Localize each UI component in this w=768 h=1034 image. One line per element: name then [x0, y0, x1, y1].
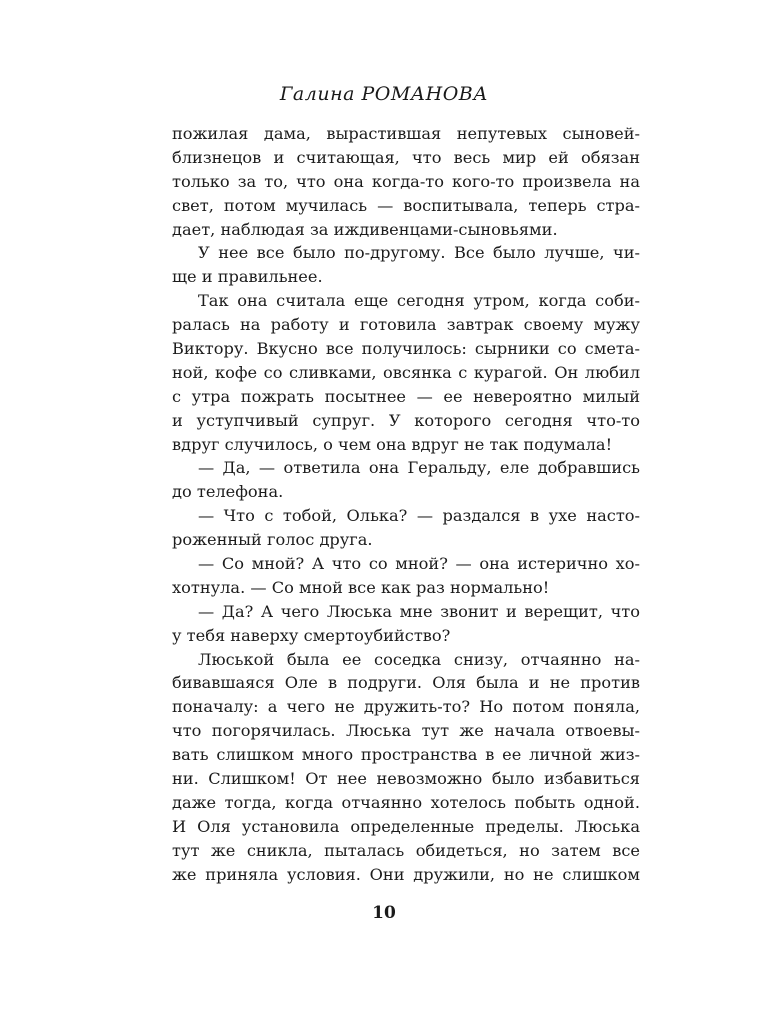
text-line: Так она считала еще сегодня утром, когда соби- [198, 291, 640, 311]
text-line: — Со мной? А что со мной? — она истерично хо- [198, 554, 640, 574]
page-number: 10 [372, 903, 396, 923]
text-line: Виктору. Вкусно все получилось: сырники со смета- [172, 339, 640, 359]
text-line: И Оля установила определенные пределы. Люська [172, 816, 640, 836]
text-line: ще и правильнее. [172, 267, 323, 287]
text-line: дает, наблюдая за иждивенцами-сыновьями. [172, 219, 558, 239]
text-line: даже тогда, когда отчаянно хотелось побыть одной. [172, 792, 640, 812]
text-line: свет, потом мучилась — воспитывала, теперь стра- [172, 195, 640, 215]
text-line: только за то, что она когда-то кого-то произвела на [172, 171, 640, 191]
text-line: у тебя наверху смертоубийство? [172, 625, 451, 645]
text-line: ни. Слишком! От нее невозможно было избавиться [172, 769, 640, 789]
body-text [172, 122, 640, 887]
text-line: У нее все было по-другому. Все было лучше, чи- [198, 243, 640, 263]
text-line: — Что с тобой, Олька? — раздался в ухе насто- [198, 506, 640, 526]
text-line: — Да, — ответила она Геральду, еле добравшись [198, 458, 640, 478]
text-line: близнецов и считающая, что весь мир ей обязан [172, 147, 640, 167]
text-line: пожилая дама, вырастившая непутевых сыновей- [172, 124, 640, 143]
text-line: ной, кофе со сливками, овсянка с курагой. Он любил [172, 362, 640, 382]
text-line: что погорячилась. Люська тут же начала отвоевы- [172, 721, 640, 741]
running-head: Галина РОМАНОВА [279, 83, 489, 105]
text-line: вдруг случилось, о чем она вдруг не так подумала! [172, 434, 613, 454]
text-line: тут же сникла, пыталась обидеться, но затем все [172, 840, 640, 860]
text-line: Люськой была ее соседка снизу, отчаянно на- [198, 649, 640, 669]
text-line: с утра пожрать посытнее — ее невероятно милый [172, 386, 640, 406]
text-line: до телефона. [172, 482, 284, 502]
text-line: же приняла условия. Они дружили, но не слишком [172, 864, 640, 884]
text-line: бивавшаяся Оле в подруги. Оля была и не против [172, 673, 640, 693]
text-line: ралась на работу и готовила завтрак своему мужу [172, 315, 640, 335]
text-line: и уступчивый супруг. У которого сегодня что-то [172, 410, 640, 430]
text-line: хотнула. — Со мной все как раз нормально! [172, 577, 550, 597]
text-line: поначалу: а чего не дружить-то? Но потом поняла, [172, 697, 640, 717]
text-line: — Да? А чего Люська мне звонит и верещит, что [198, 601, 640, 621]
text-line: вать слишком много пространства в ее личной жиз- [172, 745, 640, 765]
text-line: роженный голос друга. [172, 530, 373, 550]
